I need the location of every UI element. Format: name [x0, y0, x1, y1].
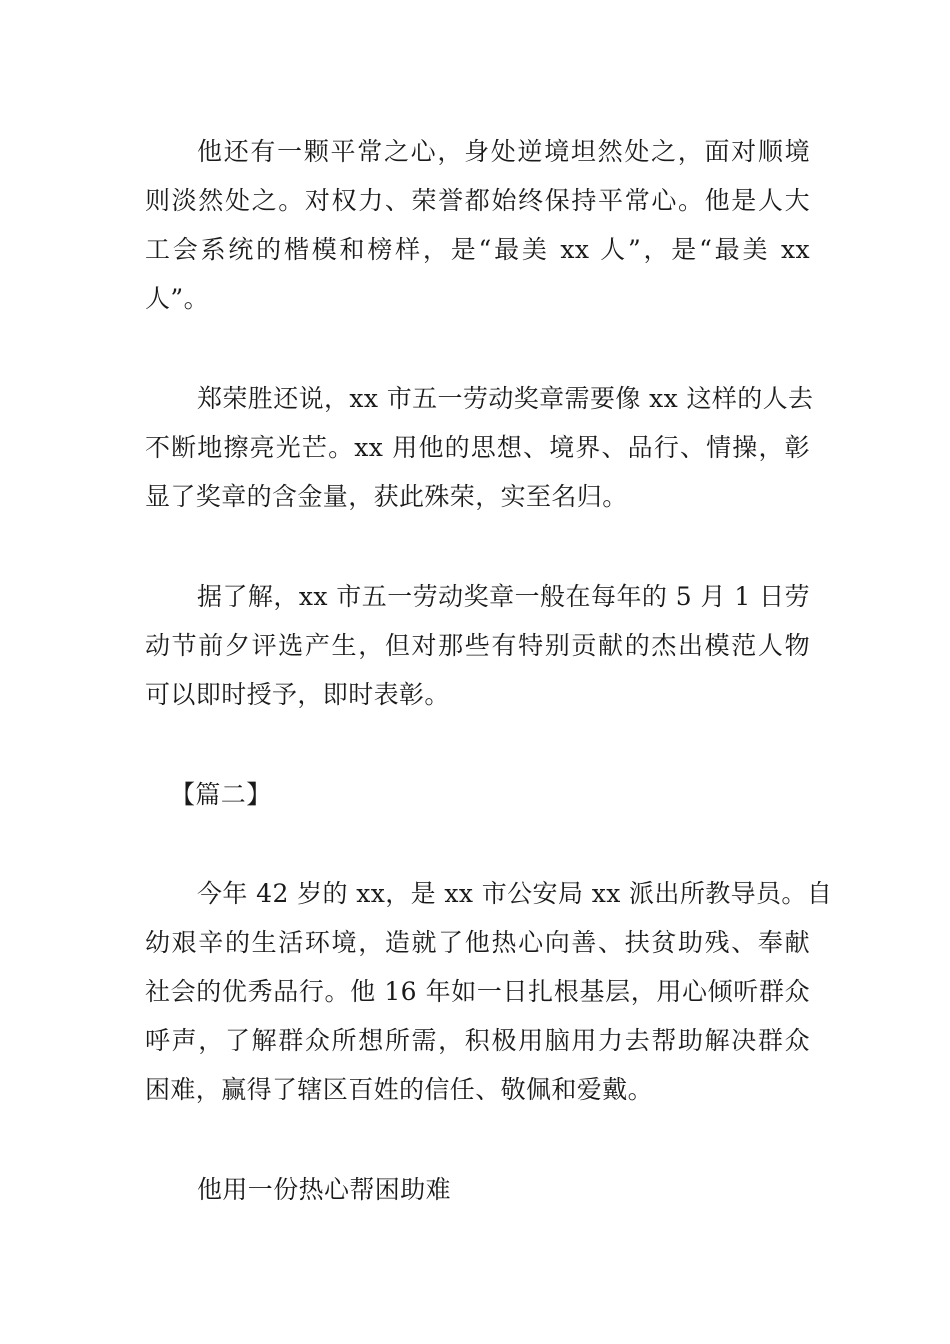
text-line: 呼声，了解群众所想所需，积极用脑用力去帮助解决群众 — [145, 1026, 810, 1055]
section-title: 【篇二】 — [170, 780, 272, 809]
text-line: 显了奖章的含金量，获此殊荣，实至名归。 — [145, 482, 628, 511]
paragraph-4 — [145, 869, 833, 1114]
text-line: 工会系统的楷模和榜样，是“最美 xx 人”，是“最美 xx — [145, 235, 810, 264]
text-line: 困难，赢得了辖区百姓的信任、敬佩和爱戴。 — [145, 1075, 654, 1104]
text-line: 他用一份热心帮困助难 — [197, 1175, 452, 1204]
text-line: 今年 42 岁的 xx，是 xx 市公安局 xx 派出所教导员。自 — [197, 879, 833, 908]
paragraph-1 — [145, 127, 810, 323]
text-line: 社会的优秀品行。他 16 年如一日扎根基层，用心倾听群众 — [145, 977, 810, 1006]
text-line: 动节前夕评选产生，但对那些有特别贡献的杰出模范人物 — [145, 631, 810, 660]
section-heading — [170, 770, 835, 819]
text-line: 郑荣胜还说，xx 市五一劳动奖章需要像 xx 这样的人去 — [197, 384, 814, 413]
paragraph-5 — [145, 1165, 810, 1214]
text-line: 他还有一颗平常之心，身处逆境坦然处之，面对顺境 — [197, 137, 810, 166]
paragraph-2 — [145, 374, 814, 521]
paragraph-3 — [145, 572, 810, 719]
text-line: 可以即时授予，即时表彰。 — [145, 680, 450, 709]
text-line: 据了解，xx 市五一劳动奖章一般在每年的 5 月 1 日劳 — [197, 582, 810, 611]
text-line: 则淡然处之。对权力、荣誉都始终保持平常心。他是人大 — [145, 186, 810, 215]
text-line: 不断地擦亮光芒。xx 用他的思想、境界、品行、情操，彰 — [145, 433, 810, 462]
text-line: 人”。 — [145, 284, 209, 313]
text-line: 幼艰辛的生活环境，造就了他热心向善、扶贫助残、奉献 — [145, 928, 810, 957]
